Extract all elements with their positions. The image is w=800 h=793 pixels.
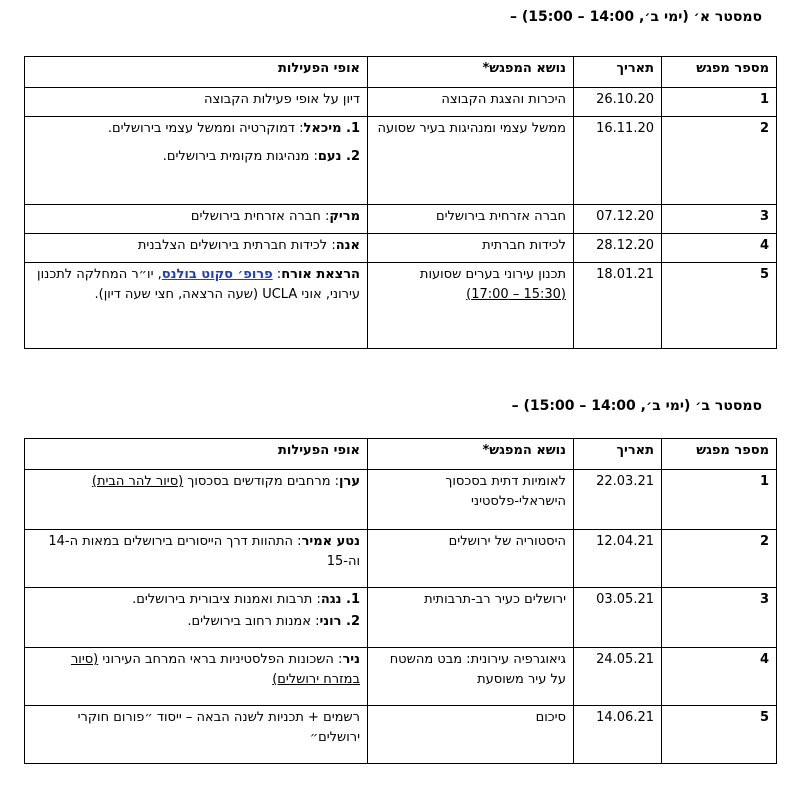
meeting-date: 18.01.21 bbox=[574, 263, 662, 349]
header-topic: נושא המפגש* bbox=[368, 439, 574, 470]
meeting-number: 4 bbox=[662, 234, 777, 263]
activity-item bbox=[32, 590, 360, 610]
table-row bbox=[25, 234, 777, 263]
table-row bbox=[25, 648, 777, 706]
table-row bbox=[25, 588, 777, 648]
table-row bbox=[25, 205, 777, 234]
meeting-number: 3 bbox=[662, 588, 777, 648]
meeting-number: 1 bbox=[662, 88, 777, 117]
activity-item bbox=[32, 612, 360, 632]
header-date: תאריך bbox=[574, 57, 662, 88]
meeting-topic: לאומיות דתית בסכסוך הישראלי-פלסטיני bbox=[368, 470, 574, 530]
table-row bbox=[25, 88, 777, 117]
activity-text: : מרחבים מקודשים בסכסוך bbox=[183, 474, 340, 489]
meeting-activity bbox=[25, 588, 368, 648]
meeting-date: 07.12.20 bbox=[574, 205, 662, 234]
meeting-activity: דיון על אופי פעילות הקבוצה bbox=[25, 88, 368, 117]
table-row bbox=[25, 706, 777, 764]
meeting-activity bbox=[25, 205, 368, 234]
meeting-topic: ירושלים כעיר רב-תרבותית bbox=[368, 588, 574, 648]
meeting-number: 5 bbox=[662, 706, 777, 764]
activity-item bbox=[32, 147, 360, 167]
meeting-topic: סיכום bbox=[368, 706, 574, 764]
meeting-number: 2 bbox=[662, 530, 777, 588]
activity-text: : דמוקרטיה וממשל עצמי בירושלים. bbox=[107, 121, 304, 136]
meeting-date: 14.06.21 bbox=[574, 706, 662, 764]
presenter-name: 1. נגה bbox=[320, 592, 360, 607]
meeting-topic: ממשל עצמי ומנהיגות בעיר שסועה bbox=[368, 117, 574, 205]
table-row bbox=[25, 530, 777, 588]
semester-a-title: סמסטר א׳ (ימי ב׳, 14:00 – 15:00) – bbox=[509, 9, 762, 25]
presenter-name: ערן bbox=[339, 474, 360, 489]
meeting-topic: היסטוריה של ירושלים bbox=[368, 530, 574, 588]
semester-b-title: סמסטר ב׳ (ימי ב׳, 14:00 – 15:00) – bbox=[511, 398, 762, 414]
meeting-topic: חברה אזרחית בירושלים bbox=[368, 205, 574, 234]
activity-text: : התהוות דרך הייסורים בירושלים במאות ה-14 וה-15 bbox=[48, 534, 360, 569]
meeting-activity: רשמים + תכניות לשנה הבאה – ייסוד ״פורום חוקרי ירושלים״ bbox=[25, 706, 368, 764]
tour-link[interactable]: (סיור להר הבית) bbox=[91, 474, 184, 489]
topic-text: תכנון עירוני בערים שסועות bbox=[419, 267, 566, 282]
header-date: תאריך bbox=[574, 439, 662, 470]
header-activity: אופי הפעילות bbox=[25, 57, 368, 88]
presenter-name: הרצאת אורח bbox=[281, 267, 360, 282]
presenter-name: נטע אמיר bbox=[301, 534, 360, 549]
meeting-date: 22.03.21 bbox=[574, 470, 662, 530]
meeting-activity bbox=[25, 648, 368, 706]
activity-text: : אמנות רחוב בירושלים. bbox=[187, 614, 320, 629]
meeting-number: 1 bbox=[662, 470, 777, 530]
table-header-row bbox=[25, 57, 777, 88]
guest-lecturer-link[interactable]: פרופ׳ סקוט בולנס bbox=[161, 267, 273, 282]
header-activity: אופי הפעילות bbox=[25, 439, 368, 470]
table-header-row bbox=[25, 439, 777, 470]
presenter-name: ניר bbox=[342, 652, 360, 667]
presenter-name: מריק bbox=[329, 209, 360, 224]
semester-b-table bbox=[24, 438, 777, 764]
activity-text: : השכונות הפלסטיניות בראי המרחב העירוני bbox=[98, 652, 343, 667]
table-row bbox=[25, 263, 777, 349]
meeting-number: 5 bbox=[662, 263, 777, 349]
meeting-number: 2 bbox=[662, 117, 777, 205]
meeting-activity bbox=[25, 530, 368, 588]
meeting-activity bbox=[25, 117, 368, 205]
activity-text: : תרבות ואמנות ציבורית בירושלים. bbox=[132, 592, 321, 607]
meeting-topic: לכידות חברתית bbox=[368, 234, 574, 263]
table-row bbox=[25, 470, 777, 530]
tour-link[interactable]: (סיור במזרח ירושלים) bbox=[70, 652, 360, 687]
session-time: (15:30 – 17:00) bbox=[466, 287, 566, 302]
activity-text: : לכידות חברתית בירושלים הצלבנית bbox=[137, 238, 336, 253]
meeting-date: 12.04.21 bbox=[574, 530, 662, 588]
meeting-date: 03.05.21 bbox=[574, 588, 662, 648]
semester-a-table bbox=[24, 56, 777, 349]
activity-text: : חברה אזרחית בירושלים bbox=[190, 209, 330, 224]
meeting-date: 24.05.21 bbox=[574, 648, 662, 706]
meeting-activity bbox=[25, 234, 368, 263]
meeting-date: 26.10.20 bbox=[574, 88, 662, 117]
header-meeting-number: מספר מפגש bbox=[662, 439, 777, 470]
meeting-topic: היכרות והצגת הקבוצה bbox=[368, 88, 574, 117]
activity-item bbox=[32, 119, 360, 139]
presenter-name: אנה bbox=[335, 238, 360, 253]
meeting-topic: גיאוגרפיה עירונית: מבט מהשטח על עיר משוסעת bbox=[368, 648, 574, 706]
activity-text: , יו״ר המחלקה לתכנון עירוני, אוני UCLA (שעה הרצאה, חצי שעה דיון). bbox=[37, 267, 360, 302]
table-row bbox=[25, 117, 777, 205]
meeting-activity bbox=[25, 470, 368, 530]
meeting-number: 4 bbox=[662, 648, 777, 706]
meeting-number: 3 bbox=[662, 205, 777, 234]
meeting-activity bbox=[25, 263, 368, 349]
activity-separator: : bbox=[272, 267, 282, 282]
presenter-name: 1. מיכאל bbox=[303, 121, 360, 136]
presenter-name: 2. רוני bbox=[319, 614, 360, 629]
meeting-date: 28.12.20 bbox=[574, 234, 662, 263]
presenter-name: 2. נעם bbox=[317, 149, 360, 164]
header-topic: נושא המפגש* bbox=[368, 57, 574, 88]
meeting-date: 16.11.20 bbox=[574, 117, 662, 205]
activity-text: : מנהיגות מקומית בירושלים. bbox=[162, 149, 318, 164]
meeting-topic bbox=[368, 263, 574, 349]
header-meeting-number: מספר מפגש bbox=[662, 57, 777, 88]
